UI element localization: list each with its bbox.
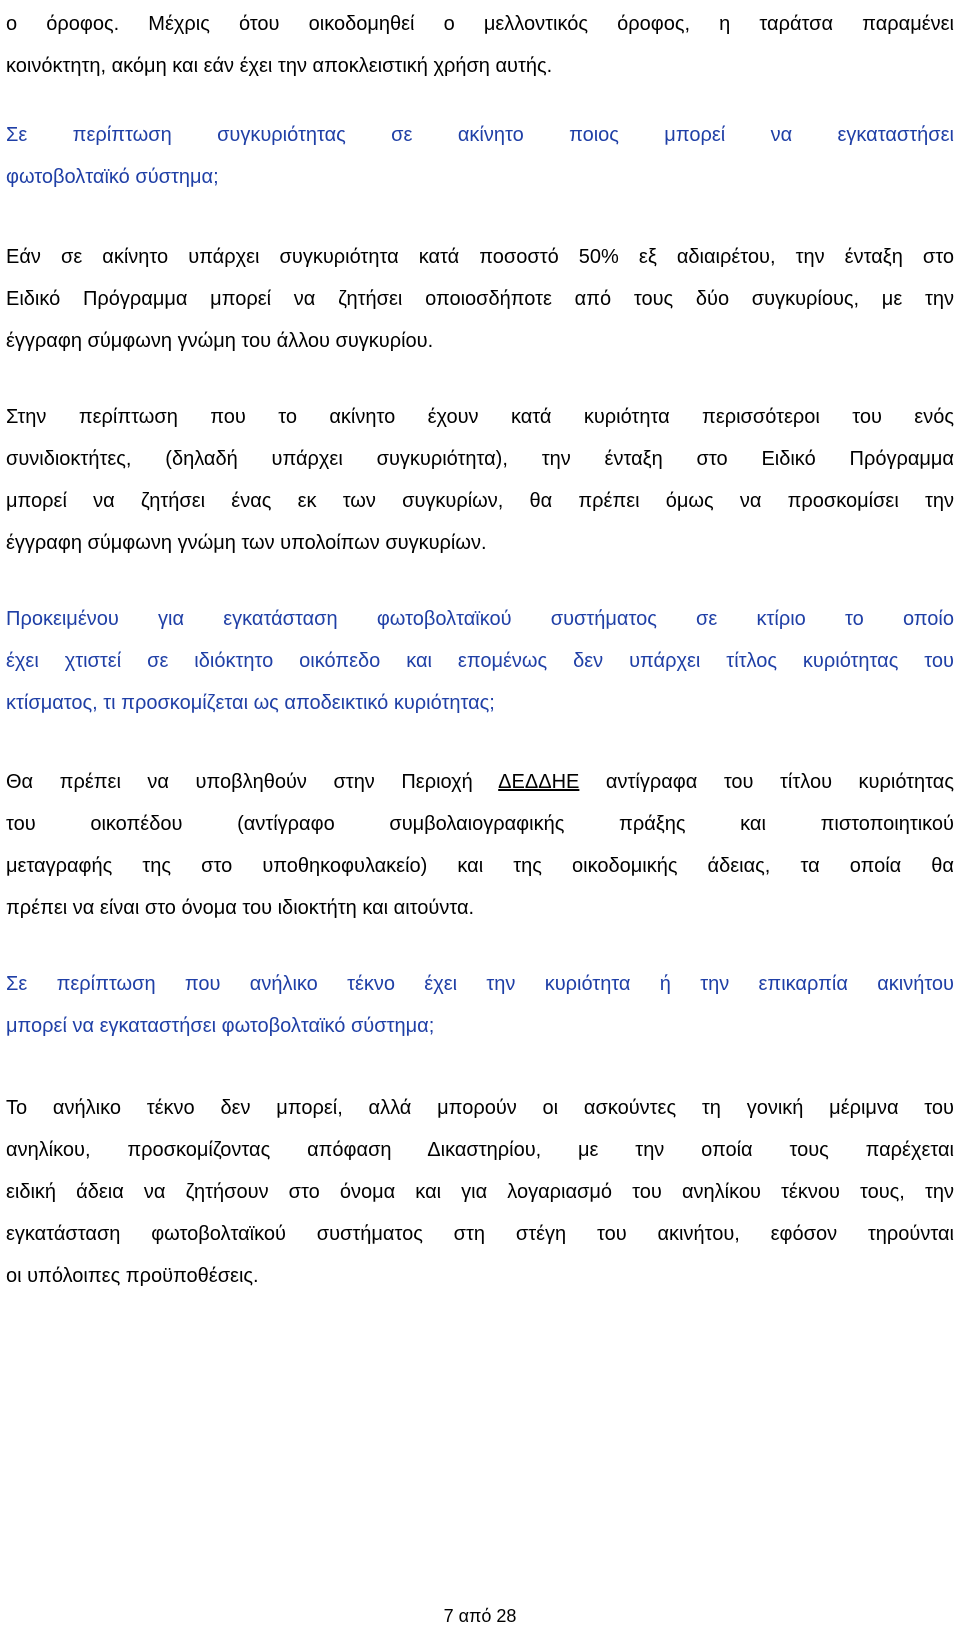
question-line: φωτοβολταϊκό σύστημα; [6,166,219,188]
text-line: του οικοπέδου (αντίγραφο συμβολαιογραφικής πράξης και πιστοποιητικού [6,813,954,835]
text-line: Στην περίπτωση που το ακίνητο έχουν κατά κυριότητα περισσότεροι του ενός [6,406,954,428]
text-line: κοινόκτητη, ακόμη και εάν έχει την αποκλειστική χρήση αυτής. [6,55,553,77]
text-line: Ειδικό Πρόγραμμα μπορεί να ζητήσει οποιοσδήποτε από τους δύο συγκυρίους, με την [6,288,954,310]
text-line [6,761,954,803]
underlined-acronym: ΔΕΔΔΗΕ [498,771,580,793]
answer-paragraph [6,1087,954,1297]
text-line: συνιδιοκτήτες, (δηλαδή υπάρχει συγκυριότητα), την ένταξη στο Ειδικό Πρόγραμμα [6,448,954,470]
text-fragment: Θα πρέπει να υποβληθούν στην Περιοχή [6,771,499,793]
question-line: Προκειμένου για εγκατάσταση φωτοβολταϊκού συστήματος σε κτίριο το οποίο [6,608,954,630]
text-line: πρέπει να είναι στο όνομα του ιδιοκτήτη και αιτούντα. [6,897,475,919]
text-line: μεταγραφής της στο υποθηκοφυλακείο) και της οικοδομικής άδειας, τα οποία θα [6,855,954,877]
question-line: Σε περίπτωση που ανήλικο τέκνο έχει την κυριότητα ή την επικαρπία ακινήτου [6,973,954,995]
text-line: εγκατάσταση φωτοβολταϊκού συστήματος στη στέγη του ακινήτου, εφόσον τηρούνται [6,1223,954,1245]
text-line: Το ανήλικο τέκνο δεν μπορεί, αλλά μπορούν οι ασκούντες τη γονική μέριμνα του [6,1097,954,1119]
text-line: έγγραφη σύμφωνη γνώμη του άλλου συγκυρίου. [6,330,434,352]
answer-paragraph [6,236,954,362]
text-line: έγγραφη σύμφωνη γνώμη των υπολοίπων συγκυρίων. [6,532,487,554]
answer-paragraph [6,761,954,929]
question-heading [6,598,954,724]
paragraph-continuation [6,3,954,87]
text-line: ειδική άδεια να ζητήσουν στο όνομα και για λογαριασμό του ανηλίκου τέκνου τους, την [6,1181,954,1203]
answer-paragraph [6,396,954,564]
text-line: μπορεί να ζητήσει ένας εκ των συγκυρίων, θα πρέπει όμως να προσκομίσει την [6,490,954,512]
question-line: Σε περίπτωση συγκυριότητας σε ακίνητο ποιος μπορεί να εγκαταστήσει [6,124,954,146]
question-line: έχει χτιστεί σε ιδιόκτητο οικόπεδο και επομένως δεν υπάρχει τίτλος κυριότητας του [6,650,954,672]
question-heading [6,963,954,1047]
text-line: ανηλίκου, προσκομίζοντας απόφαση Δικαστηρίου, με την οποία τους παρέχεται [6,1139,954,1161]
text-line: οι υπόλοιπες προϋποθέσεις. [6,1265,259,1287]
question-heading [6,114,954,198]
question-line: μπορεί να εγκαταστήσει φωτοβολταϊκό σύστημα; [6,1015,435,1037]
text-line: Εάν σε ακίνητο υπάρχει συγκυριότητα κατά ποσοστό 50% εξ αδιαιρέτου, την ένταξη στο [6,246,954,268]
text-fragment: αντίγραφα του τίτλου κυριότητας [579,771,954,793]
text-line: ο όροφος. Μέχρις ότου οικοδομηθεί ο μελλοντικός όροφος, η ταράτσα παραμένει [6,13,954,35]
question-line: κτίσματος, τι προσκομίζεται ως αποδεικτικό κυριότητας; [6,692,495,714]
page-number: 7 από 28 [443,1606,517,1626]
